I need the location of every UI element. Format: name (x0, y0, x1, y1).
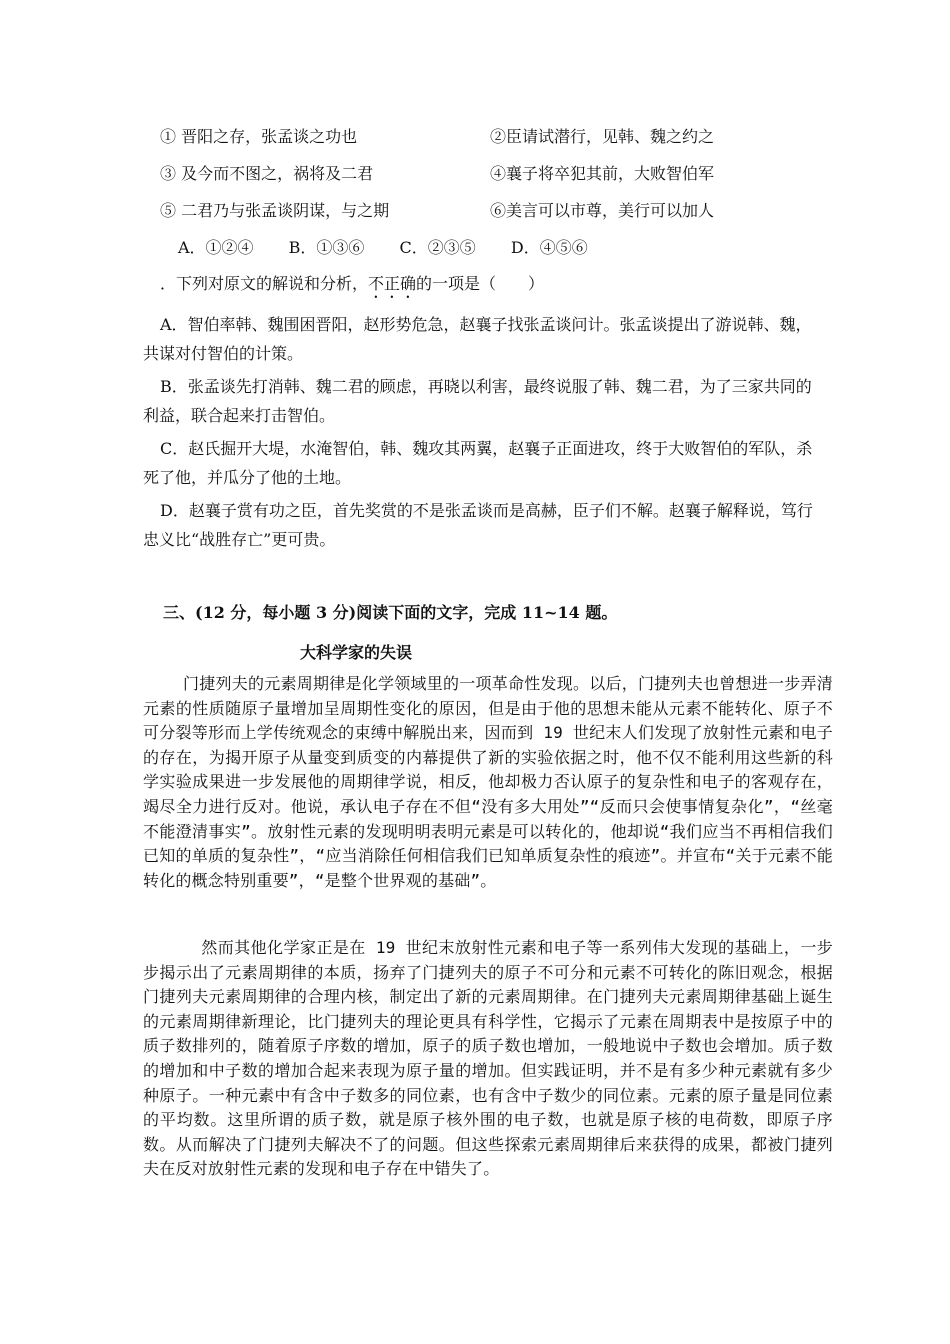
question-suffix: 的一项是（ ） (416, 274, 545, 293)
paragraph-1: 门捷列夫的元素周期律是化学领域里的一项革命性发现。以后，门捷列夫也曾想进一步弄清元素的性质随原子量增加呈周期性变化的原因，但是由于他的思想未能从元素不能转化、原子不可分裂等形而上学传统观念的束缚中解脱出来，因而到 19 世纪末人们发现了放射性元素和电子的存在，为揭开原子从量变到质变的内幕提供了新的实验依据之时，他不仅不能利用这些新的科学实验成果进一步发展他的周期律学说，相反，他却极力否认原子的复杂性和电子的客观存在，竭尽全力进行反对。他说，承认电子存在不但“没有多大用处”“反而只会使事情复杂化”，“丝毫不能澄清事实”。放射性元素的发现明明表明元素是可以转化的，他却说“我们应当不再相信我们已知的单质的复杂性”，“应当消除任何相信我们已知单质复杂性的痕迹”。并宣布“关于元素不能转化的概念特别重要”，“是整个世界观的基础”。 (143, 674, 833, 890)
choice-c: C．②③⑤ (399, 238, 476, 257)
option-b: B．张孟谈先打消韩、魏二君的顾虑，再晓以利害，最终说服了韩、魏二君，为了三家共同的利益，联合起来打击智伯。 (143, 377, 812, 425)
choice-item-1: ① 晋阳之存，张孟谈之功也 (160, 127, 358, 146)
answer-choices (178, 237, 618, 259)
question-prefix: ．下列对原文的解说和分析， (160, 274, 369, 293)
choice-item-3: ③ 及今而不图之，祸将及二君 (160, 164, 374, 183)
choice-d: D．④⑤⑥ (510, 238, 588, 257)
choice-item-4: ④襄子将卒犯其前，大败智伯军 (490, 164, 715, 183)
article-title: 大科学家的失误 (300, 643, 413, 662)
option-d: D．赵襄子赏有功之臣，首先奖赏的不是张孟谈而是高赫，臣子们不解。赵襄子解释说，笃行忠义比“战胜存亡”更可贵。 (143, 501, 813, 549)
question-emphasis: 不正确 (368, 274, 417, 293)
option-a: A．智伯率韩、魏围困晋阳，赵形势危急，赵襄子找张孟谈问计。张孟谈提出了游说韩、魏，共谋对付智伯的计策。 (143, 315, 812, 363)
choice-a: A．①②④ (178, 238, 254, 257)
question-stem (160, 273, 544, 302)
paragraph-2: 然而其他化学家正是在 19 世纪末放射性元素和电子等一系列伟大发现的基础上，一步步揭示出了元素周期律的本质，扬弃了门捷列夫的原子不可分和元素不可转化的陈旧观念，根据门捷列夫元素周期律的合理内核，制定出了新的元素周期律。在门捷列夫元素周期律基础上诞生的元素周期律新理论，比门捷列夫的理论更具有科学性，它揭示了元素在周期表中是按原子中的质子数排列的，随着原子序数的增加，原子的质子数也增加，一般地说中子数也会增加。质子数的增加和中子数的增加合起来表现为原子量的增加。但实践证明，并不是有多少种元素就有多少种原子。一种元素中有含中子数多的同位素，也有含中子数少的同位素。元素的原子量是同位素的平均数。这里所谓的质子数，就是原子核外围的电子数，也就是原子核的电荷数，即原子序数。从而解决了门捷列夫解决不了的问题。但这些探索元素周期律后来获得的成果，都被门捷列夫在反对放射性元素的发现和电子存在中错失了。 (143, 938, 833, 1179)
choice-item-6: ⑥美言可以市尊，美行可以加人 (490, 201, 715, 220)
choice-item-5: ⑤ 二君乃与张孟谈阴谋，与之期 (160, 201, 390, 220)
choice-b: B．①③⑥ (288, 238, 365, 257)
section-heading: 三、(12 分，每小题 3 分)阅读下面的文字，完成 11~14 题。 (163, 603, 618, 622)
choice-item-2: ②臣请试潜行，见韩、魏之约之 (490, 127, 715, 146)
option-c: C．赵氏掘开大堤，水淹智伯，韩、魏攻其两翼，赵襄子正面进攻，终于大败智伯的军队，杀死了他，并瓜分了他的土地。 (143, 439, 813, 487)
